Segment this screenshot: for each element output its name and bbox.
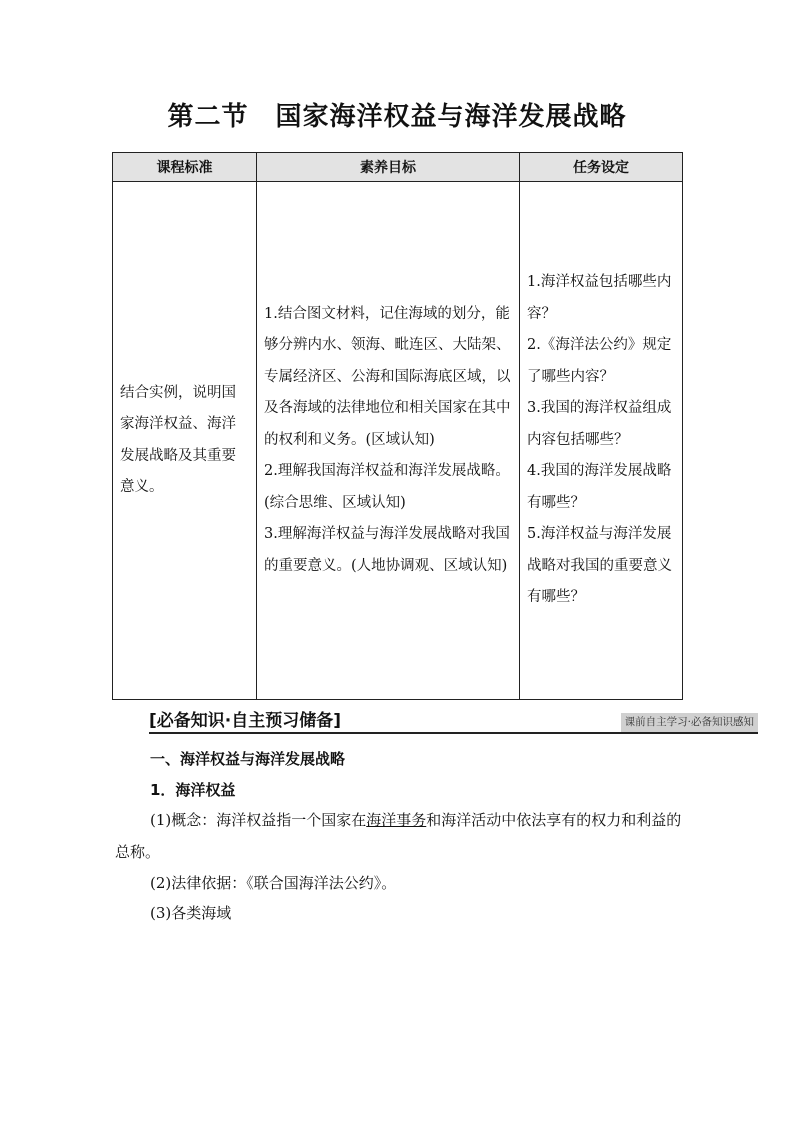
task-setting-cell xyxy=(520,182,683,700)
header-literacy-goals: 素养目标 xyxy=(257,153,520,182)
concept-text-end: 和海洋活动中依法享有的权力和利益的总称。 xyxy=(115,811,682,861)
section-tag-badge: 课前自主学习·必备知识感知 xyxy=(621,713,758,732)
heading-level-1: 一、海洋权益与海洋发展战略 xyxy=(150,750,346,768)
heading-level-2: 1．海洋权益 xyxy=(150,781,236,799)
literacy-goal-item: 1.结合图文材料，记住海域的划分，能够分辨内水、领海、毗连区、大陆架、专属经济区、公海和国际海底区域，以及各海域的法律地位和相关国家在其中的权利和义务。(区域认知) xyxy=(264,305,511,448)
task-setting-list xyxy=(520,267,682,614)
literacy-goals-list xyxy=(257,299,519,583)
header-task-setting: 任务设定 xyxy=(520,153,683,182)
task-item: 4.我国的海洋发展战略有哪些？ xyxy=(527,463,672,511)
task-item: 2.《海洋法公约》规定了哪些内容？ xyxy=(527,337,672,385)
concept-text-start: (1)概念：海洋权益指一个国家在 xyxy=(150,811,367,829)
literacy-goals-cell xyxy=(257,182,520,700)
course-standard-text: 结合实例，说明国家海洋权益、海洋发展战略及其重要意义。 xyxy=(120,384,236,495)
table-header-row xyxy=(113,153,683,182)
concept-underlined-term: 海洋事务 xyxy=(366,811,427,829)
section-header-bar xyxy=(112,704,758,734)
literacy-goal-item: 2.理解我国海洋权益和海洋发展战略。(综合思维、区域认知) xyxy=(264,463,510,511)
header-course-standard: 课程标准 xyxy=(113,153,257,182)
paragraph-sea-areas: (3)各类海域 xyxy=(150,904,232,922)
page-title: 第二节 国家海洋权益与海洋发展战略 xyxy=(167,102,627,132)
task-item: 5.海洋权益与海洋发展战略对我国的重要意义有哪些？ xyxy=(527,526,672,606)
course-standard-cell xyxy=(113,182,257,700)
task-item: 1.海洋权益包括哪些内容？ xyxy=(527,274,672,322)
table-row xyxy=(113,182,683,700)
section-divider xyxy=(149,732,758,734)
task-item: 3.我国的海洋权益组成内容包括哪些？ xyxy=(527,400,672,448)
section-heading: [必备知识·自主预习储备] xyxy=(149,711,341,731)
paragraph-legal-basis: (2)法律依据：《联合国海洋法公约》。 xyxy=(150,874,397,892)
course-standards-table xyxy=(112,152,683,700)
literacy-goal-item: 3.理解海洋权益与海洋发展战略对我国的重要意义。(人地协调观、区域认知) xyxy=(264,526,510,574)
paragraph-concept xyxy=(115,804,685,868)
